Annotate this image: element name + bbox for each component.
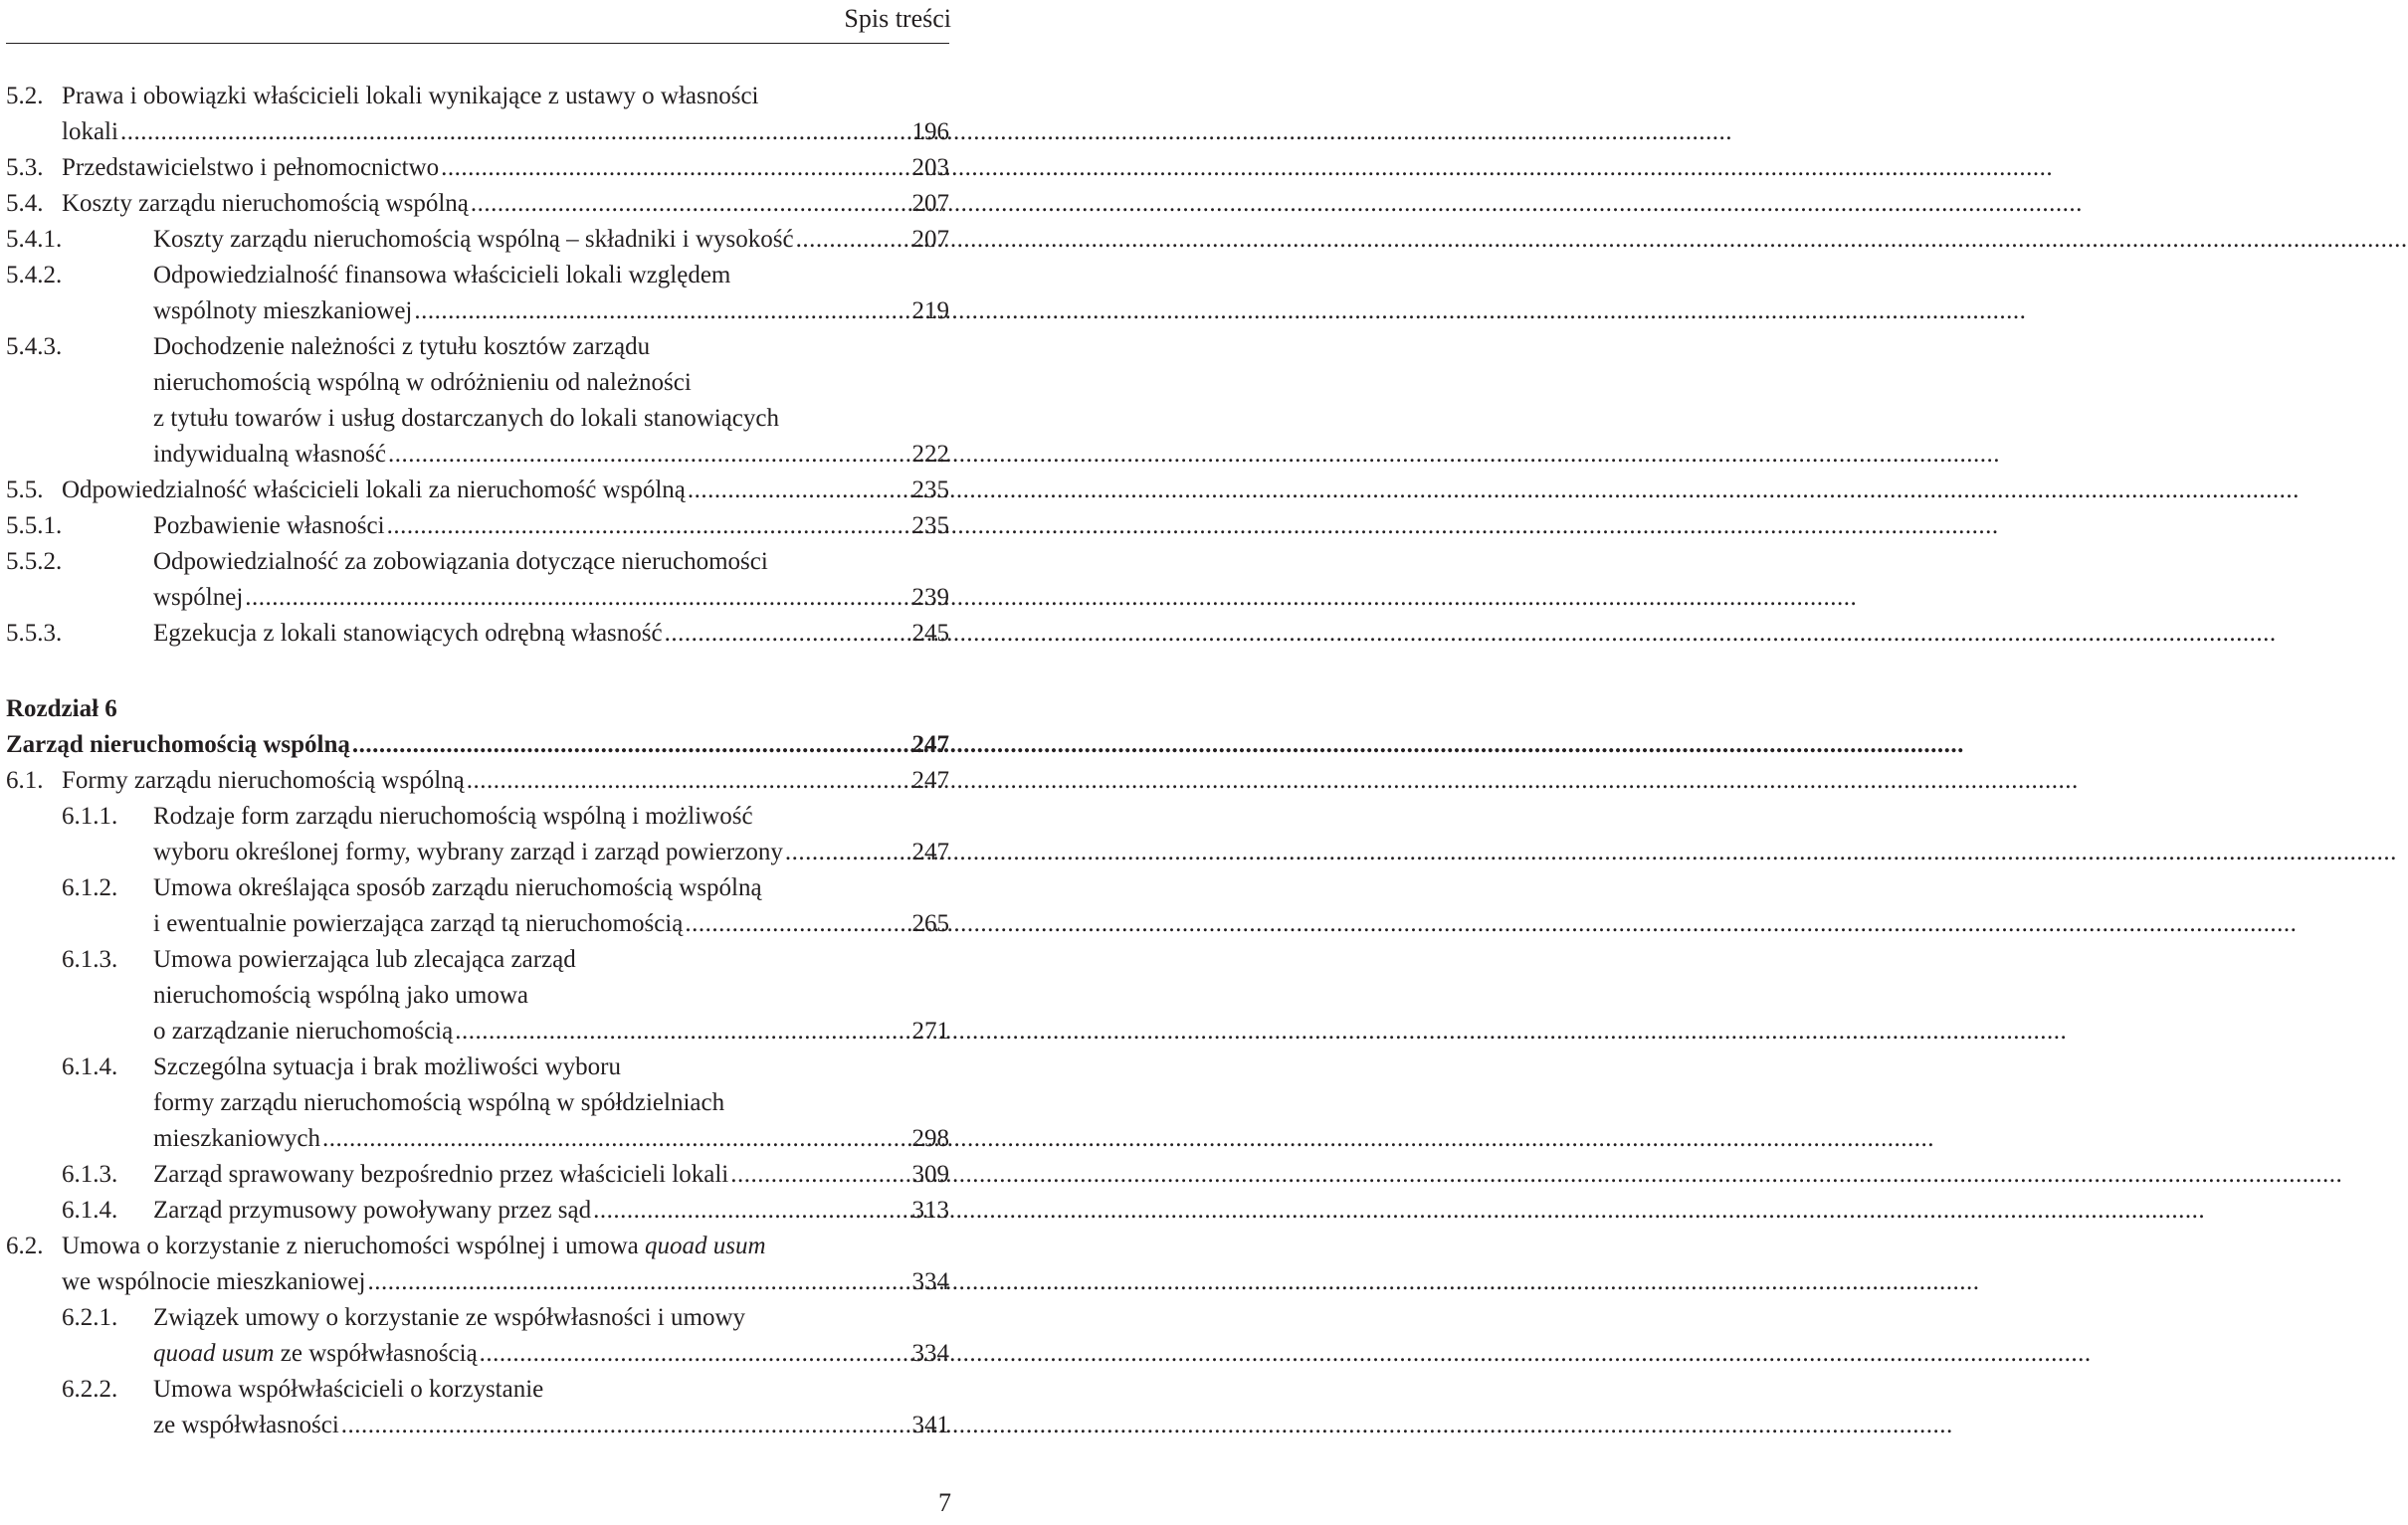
- entry-title: Umowa współwłaścicieli o korzystanie: [153, 1376, 544, 1403]
- entry-title-cont: ze współwłasności: [153, 1412, 339, 1438]
- toc-entry-5-2-cont: [62, 114, 949, 150]
- toc-entry-6-1-4-cont: [153, 1121, 949, 1157]
- entry-title: Związek umowy o korzystanie ze współwłasności i umowy: [153, 1304, 746, 1331]
- entry-title-cont: i ewentualnie powierzająca zarząd tą nieruchomością: [153, 910, 684, 937]
- entry-title-italic: quoad usum: [153, 1340, 275, 1367]
- entry-title: Przedstawicielstwo i pełnomocnictwo: [62, 154, 440, 181]
- toc-entry-5-4-2-cont: [153, 293, 949, 329]
- entry-number: 6.1.2.: [62, 874, 118, 901]
- entry-number: 6.1.4.: [62, 1053, 118, 1080]
- page-number: 247: [911, 731, 949, 758]
- entry-number: 5.3.: [6, 154, 44, 181]
- entry-title-cont: wspólnej: [153, 584, 244, 611]
- toc-entry-5-4-2: [6, 258, 949, 293]
- page-number: 207: [911, 190, 949, 217]
- toc-entry-5-5-3: [6, 616, 949, 652]
- entry-title: Koszty zarządu nieruchomością wspólną: [62, 190, 469, 217]
- page-number: 247: [911, 839, 949, 865]
- toc-entry-6-1-2: [62, 870, 949, 906]
- leader-dots: [341, 1408, 910, 1443]
- entry-title: Dochodzenie należności z tytułu kosztów zarządu: [153, 333, 651, 360]
- entry-title-cont: nieruchomością wspólną w odróżnieniu od należności: [153, 369, 692, 396]
- entry-number: 5.5.2.: [6, 548, 63, 575]
- leader-dots: [796, 222, 910, 258]
- page-number: 235: [911, 512, 949, 539]
- page-number: 334: [911, 1268, 949, 1295]
- toc-entry-6-2-2: [62, 1372, 949, 1408]
- toc-entry-5-3: [6, 150, 949, 186]
- entry-title-cont: wspólnoty mieszkaniowej: [153, 297, 413, 324]
- entry-title-cont: wyboru określonej formy, wybrany zarząd i zarząd powierzony: [153, 839, 783, 865]
- entry-number: 5.4.1.: [6, 226, 63, 253]
- toc-entry-6-1: [6, 763, 949, 799]
- page-number: 245: [911, 620, 949, 647]
- page-number: 219: [911, 297, 949, 324]
- entry-title-cont: nieruchomością wspólną jako umowa: [153, 982, 528, 1009]
- entry-number: 6.2.: [6, 1233, 44, 1259]
- entry-title: Umowa powierzająca lub zlecająca zarząd: [153, 946, 576, 973]
- page-number: 341: [911, 1412, 949, 1438]
- entry-number: 6.1.: [6, 767, 44, 794]
- leader-dots: [441, 150, 909, 186]
- entry-title-cont: mieszkaniowych: [153, 1125, 321, 1152]
- entry-number: 5.5.: [6, 477, 44, 503]
- page-number: 222: [911, 441, 949, 468]
- toc-entry-5-5-2-cont: [153, 580, 949, 616]
- toc-entry-5-4-1: [6, 222, 949, 258]
- toc-entry-6-1-3-b: [62, 1157, 949, 1193]
- entry-title: Odpowiedzialność za zobowiązania dotyczące nieruchomości: [153, 548, 768, 575]
- toc-entry-5-5-2: [6, 544, 949, 580]
- leader-dots: [785, 835, 910, 870]
- page-number: 271: [911, 1018, 949, 1045]
- entry-number: 6.2.2.: [62, 1376, 118, 1403]
- folio-page-number: 7: [938, 1488, 951, 1517]
- leader-dots: [471, 186, 910, 222]
- leader-dots: [665, 616, 910, 652]
- toc-entry-6-1-3: [62, 942, 949, 978]
- leader-dots: [387, 508, 910, 544]
- entry-title-cont: indywidualną własność: [153, 441, 386, 468]
- entry-title: Zarząd przymusowy powoływany przez sąd: [153, 1197, 592, 1224]
- entry-title: Prawa i obowiązki właścicieli lokali wynikające z ustawy o własności: [62, 83, 759, 109]
- toc-entry-6-1-3-cont: [153, 1014, 949, 1049]
- page-number: 309: [911, 1161, 949, 1188]
- entry-title: Zarząd sprawowany bezpośrednio przez właścicieli lokali: [153, 1161, 729, 1188]
- entry-number: 6.1.3.: [62, 1161, 118, 1188]
- entry-title-italic: quoad usum: [644, 1233, 766, 1259]
- toc-entry-5-5: [6, 473, 949, 508]
- entry-number: 5.4.2.: [6, 262, 63, 288]
- entry-title-cont: lokali: [62, 118, 118, 145]
- toc-entry-6-2: [6, 1229, 949, 1264]
- toc-entry-6-2-1: [62, 1300, 949, 1336]
- entry-title: Odpowiedzialność finansowa właścicieli lokali względem: [153, 262, 731, 288]
- toc-entry-5-4: [6, 186, 949, 222]
- entry-title-cont: formy zarządu nieruchomością wspólną w spółdzielniach: [153, 1089, 725, 1116]
- leader-dots: [322, 1121, 909, 1157]
- page-number: 239: [911, 584, 949, 611]
- leader-dots: [352, 727, 910, 763]
- entry-title: Formy zarządu nieruchomością wspólną: [62, 767, 465, 794]
- entry-title: Egzekucja z lokali stanowiących odrębną własność: [153, 620, 663, 647]
- page-number: 313: [911, 1197, 949, 1224]
- entry-number: 6.1.3.: [62, 946, 118, 973]
- page-number: 334: [911, 1340, 949, 1367]
- leader-dots: [120, 114, 910, 150]
- leader-dots: [730, 1157, 909, 1193]
- toc-entry-5-4-3-cont: [153, 437, 949, 473]
- page-number: 265: [911, 910, 949, 937]
- entry-number: 5.5.1.: [6, 512, 63, 539]
- leader-dots: [414, 293, 909, 329]
- entry-title-cont: [153, 1336, 478, 1372]
- entry-title: Pozbawienie własności: [153, 512, 385, 539]
- entry-number: 6.1.4.: [62, 1197, 118, 1224]
- entry-title-part: Umowa o korzystanie z nieruchomości wspólnej i umowa: [62, 1233, 645, 1259]
- toc-entry-6-1-1: [62, 799, 949, 835]
- entry-number: 5.5.3.: [6, 620, 63, 647]
- leader-dots: [467, 763, 910, 799]
- header-rule: [6, 43, 949, 44]
- entry-title: Szczególna sytuacja i brak możliwości wyboru: [153, 1053, 621, 1080]
- toc-entry-6-2-2-cont: [153, 1408, 949, 1443]
- page-number: 235: [911, 477, 949, 503]
- page-number: 203: [911, 154, 949, 181]
- entry-title-cont: we wspólnocie mieszkaniowej: [62, 1268, 366, 1295]
- entry-title: Rodzaje form zarządu nieruchomością wspólną i możliwość: [153, 803, 753, 830]
- chapter-title-row: [6, 727, 949, 763]
- page-number: 207: [911, 226, 949, 253]
- leader-dots: [367, 1264, 909, 1300]
- toc-entry-6-1-2-cont: [153, 906, 949, 942]
- toc-entry-6-1-1-cont: [153, 835, 949, 870]
- toc-entry-5-5-1: [6, 508, 949, 544]
- entry-title: Odpowiedzialność właścicieli lokali za nieruchomość wspólną: [62, 477, 686, 503]
- leader-dots: [688, 473, 910, 508]
- toc-entry-6-2-cont: [62, 1264, 949, 1300]
- entry-number: 6.2.1.: [62, 1304, 118, 1331]
- entry-number: 6.1.1.: [62, 803, 118, 830]
- page-number: 298: [911, 1125, 949, 1152]
- toc-entry-6-2-1-cont: [153, 1336, 949, 1372]
- leader-dots: [685, 906, 909, 942]
- running-header: Spis treści: [844, 4, 951, 33]
- toc-entry-5-2: [6, 79, 949, 114]
- leader-dots: [455, 1014, 909, 1049]
- entry-title-part: ze współwłasnością: [274, 1340, 478, 1367]
- leader-dots: [388, 437, 910, 473]
- entry-title-cont: o zarządzanie nieruchomością: [153, 1018, 454, 1045]
- entry-title-cont: z tytułu towarów i usług dostarczanych do lokali stanowiących: [153, 405, 780, 432]
- page-number: 247: [911, 767, 949, 794]
- chapter-title: Zarząd nieruchomością wspólną: [6, 731, 350, 758]
- toc-entry-5-4-3: [6, 329, 949, 365]
- toc-entry-6-1-4: [62, 1049, 949, 1085]
- leader-dots: [245, 580, 909, 616]
- entry-title: Koszty zarządu nieruchomością wspólną – składniki i wysokość: [153, 226, 794, 253]
- toc-entry-6-1-4-b: [62, 1193, 949, 1229]
- leader-dots: [593, 1193, 909, 1229]
- entry-title: Umowa określająca sposób zarządu nieruchomością wspólną: [153, 874, 762, 901]
- entry-title: [62, 1229, 766, 1264]
- page-number: 196: [911, 118, 949, 145]
- entry-number: 5.4.: [6, 190, 44, 217]
- entry-number: 5.4.3.: [6, 333, 63, 360]
- leader-dots: [480, 1336, 910, 1372]
- entry-number: 5.2.: [6, 83, 44, 109]
- chapter-label: Rozdział 6: [6, 695, 117, 722]
